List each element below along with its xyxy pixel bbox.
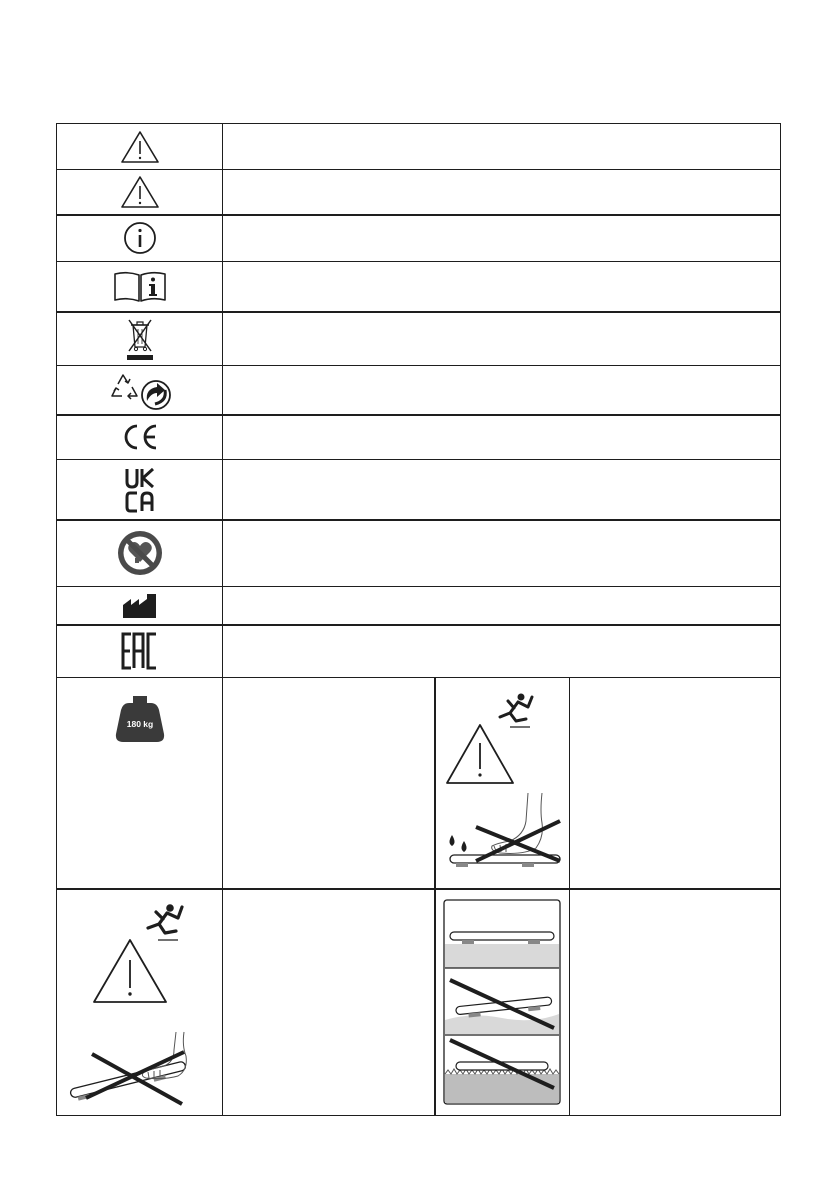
symbols-table (56, 123, 781, 1116)
description-cell-ce (222, 414, 782, 460)
floor-surface-icon (442, 898, 562, 1106)
symbol-cell-warning (56, 123, 223, 170)
description-cell-ukca (222, 459, 782, 521)
weee-crossed-bin-icon (125, 317, 155, 361)
slip-warning-wet-feet-icon (438, 683, 566, 883)
recycling-green-dot-icon (107, 370, 173, 410)
symbol-cell-pacemaker (56, 519, 223, 587)
ce-mark-icon (120, 423, 160, 451)
symbol-cell-ukca (56, 459, 223, 521)
symbol-cell-caution (56, 169, 223, 216)
description-cell-manufacturer (222, 586, 782, 626)
description-cell-manual (222, 261, 782, 313)
description-cell-weee (222, 311, 782, 366)
symbol-cell-slip-edge (56, 888, 223, 1116)
no-pacemaker-icon (116, 529, 164, 577)
symbol-cell-slip-wet (434, 677, 570, 890)
description-cell-eac (222, 624, 782, 678)
description-cell-surfaces (569, 888, 782, 1116)
read-manual-icon (112, 270, 168, 304)
description-cell-warning (222, 123, 782, 170)
symbol-cell-eac (56, 624, 223, 678)
description-cell-caution (222, 169, 782, 216)
description-cell-recycling (222, 365, 782, 416)
info-circle-icon (123, 221, 157, 255)
slip-warning-edge-standing-icon (60, 894, 220, 1110)
weight-capacity-label: 180 kg (126, 718, 153, 729)
warning-triangle-icon (120, 130, 160, 164)
caution-triangle-icon (120, 175, 160, 209)
symbol-cell-manufacturer (56, 586, 223, 626)
description-cell-info (222, 214, 782, 262)
description-cell-slip-wet (569, 677, 782, 890)
description-cell-pacemaker (222, 519, 782, 587)
symbol-cell-info (56, 214, 223, 262)
eac-mark-icon (121, 632, 159, 670)
symbol-cell-recycling (56, 365, 223, 416)
ukca-mark-icon (125, 467, 155, 513)
symbol-cell-manual (56, 261, 223, 313)
symbol-cell-capacity (56, 677, 223, 890)
symbol-cell-surfaces (434, 888, 570, 1116)
description-cell-slip-edge (222, 888, 436, 1116)
weight-icon (113, 690, 167, 744)
symbol-cell-weee (56, 311, 223, 366)
symbol-cell-ce (56, 414, 223, 460)
description-cell-capacity (222, 677, 436, 890)
manufacturer-factory-icon (122, 593, 158, 619)
